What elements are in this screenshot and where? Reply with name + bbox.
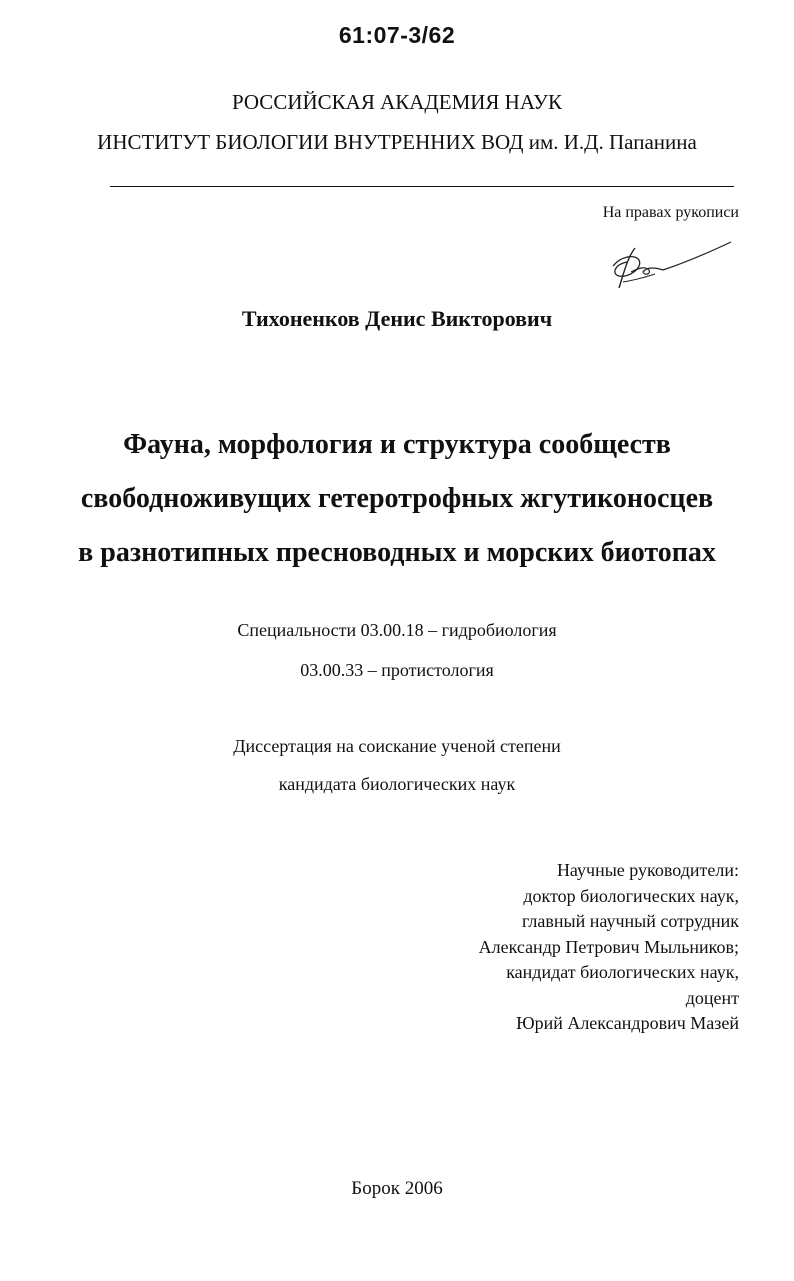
title-line: свободноживущих гетеротрофных жгутиконосцев <box>80 483 714 514</box>
dissertation-title <box>0 418 794 580</box>
organization-institute: ИНСТИТУТ БИОЛОГИИ ВНУТРЕННИХ ВОД им. И.Д. Папанина <box>97 130 697 154</box>
supervisors-heading: Научные руководители: <box>556 860 739 880</box>
place-year: Борок 2006 <box>351 1178 443 1199</box>
specialty-line: 03.00.33 – протистология <box>300 660 494 680</box>
title-line: в разнотипных пресноводных и морских биотопах <box>78 537 716 568</box>
supervisor-line: доцент <box>685 987 739 1008</box>
supervisor-line: главный научный сотрудник <box>521 911 739 931</box>
supervisor-line: Александр Петрович Мыльников; <box>478 936 739 957</box>
supervisor-line: Юрий Александрович Мазей <box>516 1013 739 1033</box>
rights-note: На правах рукописи <box>602 204 739 221</box>
degree-line: кандидата биологических наук <box>278 774 516 794</box>
title-line: Фауна, морфология и структура сообществ <box>123 429 671 460</box>
author-name: Тихоненков Денис Викторович <box>241 306 553 331</box>
handwritten-signature <box>605 236 735 294</box>
specialty-line: Специальности 03.00.18 – гидробиология <box>237 620 557 640</box>
catalog-code: 61:07-3/62 <box>338 22 456 48</box>
organization-academy: РОССИЙСКАЯ АКАДЕМИЯ НАУК <box>231 90 563 114</box>
supervisor-line: доктор биологических наук, <box>523 885 739 906</box>
supervisor-line: кандидат биологических наук, <box>506 962 739 982</box>
supervisors-block <box>479 858 739 1037</box>
degree-line: Диссертация на соискание ученой степени <box>233 736 561 756</box>
header-divider <box>110 186 734 187</box>
